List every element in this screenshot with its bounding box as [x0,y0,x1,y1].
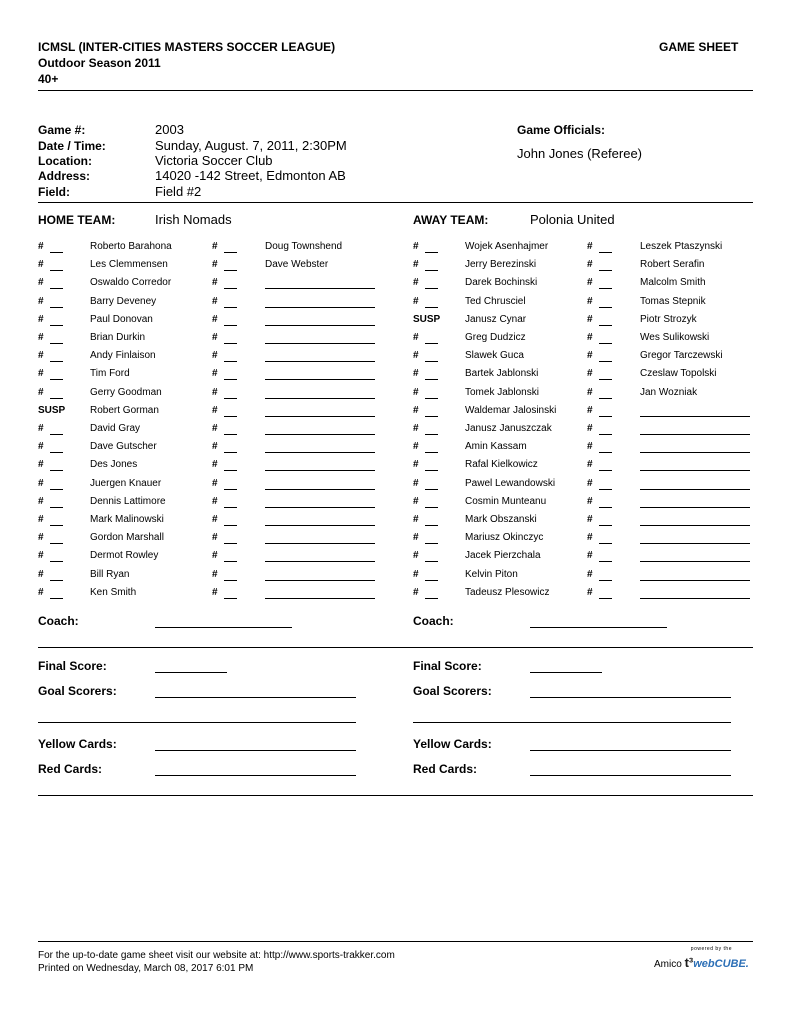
player-name: Janusz Januszczak [465,423,552,434]
field-value: Field #2 [155,184,202,199]
jersey-number-line [425,252,438,253]
jersey-number-line [224,416,237,417]
jersey-number-label: # [587,441,593,453]
footer-website-note: For the up-to-date game sheet visit our website at: http://www.sports-trakker.com [38,950,395,961]
player-name: Dermot Rowley [90,550,159,562]
jersey-number-label: # [587,241,593,252]
jersey-number-label: # [413,423,419,434]
jersey-number-line [425,270,438,271]
jersey-number-line [224,507,237,508]
player-name: Jan Wozniak [640,386,698,398]
player-name-blank-line [265,361,375,362]
player-name: Bartek Jablonski [465,368,539,380]
player-name-blank-line [640,489,750,490]
jersey-number-label: # [212,550,218,562]
jersey-number-line [425,561,438,562]
jersey-number-line [599,252,612,253]
jersey-number-line [224,288,237,289]
jersey-number-label: # [38,532,44,544]
jersey-number-label: # [413,514,419,525]
jersey-number-label: # [212,532,218,544]
player-name: Janusz Cynar [465,313,527,325]
player-name: Oswaldo Corredor [90,277,172,289]
player-name-blank-line [640,598,750,599]
jersey-number-line [50,598,63,599]
player-name-blank-line [640,434,750,435]
jersey-number-label: # [413,277,419,289]
jersey-number-line [599,525,612,526]
jersey-number-label: # [212,368,218,380]
player-name: Robert Gorman [90,404,159,416]
away-coach-label: Coach: [413,614,454,628]
jersey-number-line [425,307,438,308]
home-team-name: Irish Nomads [155,212,232,227]
jersey-number-line [599,343,612,344]
jersey-number-line [50,307,63,308]
jersey-number-label: # [413,441,419,453]
home-goal-scorers-line [155,697,356,698]
jersey-number-label: # [38,368,44,380]
jersey-number-line [599,489,612,490]
jersey-number-label: # [212,404,218,416]
jersey-number-line [50,434,63,435]
coach-divider [38,647,753,648]
player-name: Les Clemmensen [90,259,168,271]
player-name: Kelvin Piton [465,568,518,580]
player-name-blank-line [265,507,375,508]
jersey-number-label: # [38,386,44,398]
player-name-blank-line [265,598,375,599]
jersey-number-line [599,416,612,417]
document-title: GAME SHEET [659,40,739,54]
player-name: Barry Deveney [90,295,157,307]
player-name: Czeslaw Topolski [640,368,717,380]
jersey-number-line [224,343,237,344]
player-name: Paul Donovan [90,313,153,325]
player-name: Robert Serafin [640,259,705,271]
player-name: Tim Ford [90,368,130,380]
address-value: 14020 -142 Street, Edmonton AB [155,168,346,183]
jersey-number-line [50,343,63,344]
jersey-number-line [425,507,438,508]
player-name-blank-line [640,561,750,562]
home-yellow-cards-label: Yellow Cards: [38,737,117,751]
division-title: 40+ [38,72,59,86]
logo-t3: t³ [684,955,694,970]
player-name-blank-line [265,343,375,344]
jersey-number-line [425,543,438,544]
jersey-number-label: # [212,441,218,453]
results-divider [38,795,753,796]
jersey-number-line [599,270,612,271]
jersey-number-line [224,398,237,399]
jersey-number-label: # [212,241,218,252]
officials-label: Game Officials: [517,123,606,137]
player-name: Gerry Goodman [90,386,162,398]
player-name: Slawek Guca [465,350,524,362]
player-name: Dennis Lattimore [90,495,166,507]
player-name-blank-line [265,452,375,453]
jersey-number-label: # [587,550,593,562]
logo-webcube: webCUBE. [693,958,749,970]
player-name-blank-line [265,543,375,544]
jersey-number-line [224,470,237,471]
player-name-blank-line [640,507,750,508]
jersey-number-line [425,580,438,581]
player-name: Cosmin Munteanu [465,495,547,507]
jersey-number-label: # [212,423,218,434]
jersey-number-label: # [587,568,593,580]
jersey-number-line [50,580,63,581]
player-name-blank-line [640,452,750,453]
datetime-label: Date / Time: [38,139,106,153]
jersey-number-line [425,398,438,399]
jersey-number-line [425,452,438,453]
jersey-number-label: # [413,477,419,489]
player-name: Gordon Marshall [90,532,164,544]
jersey-number-line [425,525,438,526]
jersey-number-label: # [587,477,593,489]
jersey-number-label: # [587,313,593,325]
player-name-blank-line [265,325,375,326]
jersey-number-label: # [587,368,593,380]
player-name: David Gray [90,423,141,434]
amico-webcube-logo [650,946,754,972]
location-value: Victoria Soccer Club [155,153,273,168]
jersey-number-label: # [38,332,44,343]
jersey-number-label: # [212,477,218,489]
jersey-number-label: # [413,404,419,416]
jersey-number-label: # [587,495,593,507]
jersey-number-line [224,489,237,490]
jersey-number-line [425,434,438,435]
jersey-number-line [224,270,237,271]
jersey-number-label: # [413,459,419,471]
jersey-number-label: # [212,386,218,398]
player-name: Brian Durkin [90,332,146,343]
jersey-number-label: # [38,241,44,252]
jersey-number-line [224,543,237,544]
jersey-number-line [50,561,63,562]
player-name-blank-line [265,379,375,380]
home-coach-line [155,627,292,628]
player-name: Bill Ryan [90,568,130,580]
jersey-number-line [599,434,612,435]
jersey-number-label: # [212,459,218,471]
player-name: Waldemar Jalosinski [465,404,557,416]
jersey-number-line [425,361,438,362]
jersey-number-label: # [38,295,44,307]
jersey-number-line [50,525,63,526]
jersey-number-line [50,543,63,544]
home-goal-scorers-line-2 [38,722,356,723]
game-number-label: Game #: [38,123,86,137]
player-name: Darek Bochinski [465,277,538,289]
player-name-blank-line [265,525,375,526]
home-yellow-cards-line [155,750,356,751]
player-name: Roberto Barahona [90,241,172,252]
player-name-blank-line [640,580,750,581]
location-label: Location: [38,154,92,168]
jersey-number-line [50,470,63,471]
logo-brand: Amico [654,959,682,970]
jersey-number-line [224,434,237,435]
jersey-number-label: # [38,514,44,525]
jersey-number-label: # [38,441,44,453]
address-label: Address: [38,169,91,183]
jersey-number-label: # [587,259,593,271]
player-name: Tadeusz Plesowicz [465,586,550,598]
field-label: Field: [38,185,70,199]
jersey-number-label: # [587,295,593,307]
player-name: Mariusz Okinczyc [465,532,544,544]
jersey-number-label: # [38,477,44,489]
jersey-number-label: # [413,368,419,380]
jersey-number-line [425,379,438,380]
league-title: ICMSL (INTER-CITIES MASTERS SOCCER LEAGUE) [38,40,336,54]
jersey-number-line [599,398,612,399]
player-name: Greg Dudzicz [465,332,526,343]
jersey-number-line [599,598,612,599]
officials-value: John Jones (Referee) [517,146,643,161]
away-yellow-cards-line [530,750,731,751]
jersey-number-line [425,343,438,344]
jersey-number-line [50,398,63,399]
player-name: Gregor Tarczewski [640,350,723,362]
logo-wordmark [654,955,749,970]
player-name-blank-line [265,434,375,435]
home-goal-scorers-label: Goal Scorers: [38,684,117,698]
jersey-number-line [50,489,63,490]
jersey-number-line [224,379,237,380]
footer-printed: Printed on Wednesday, March 08, 2017 6:01 PM [38,963,254,974]
jersey-number-label: # [587,404,593,416]
jersey-number-line [599,507,612,508]
jersey-number-line [599,470,612,471]
jersey-number-label: # [587,532,593,544]
jersey-number-label: # [413,295,419,307]
player-name-blank-line [265,288,375,289]
header-divider [38,90,753,91]
home-final-score-label: Final Score: [38,659,107,673]
player-name: Ken Smith [90,586,137,598]
jersey-number-line [224,452,237,453]
jersey-number-label: # [212,313,218,325]
datetime-value: Sunday, August. 7, 2011, 2:30PM [155,138,347,153]
jersey-number-label: # [212,514,218,525]
jersey-number-line [599,452,612,453]
player-name: Dave Gutscher [90,441,157,453]
player-name: Tomas Stepnik [640,295,706,307]
jersey-number-label: # [587,514,593,525]
jersey-number-label: # [413,550,419,562]
player-name-blank-line [265,489,375,490]
player-name-blank-line [640,543,750,544]
home-coach-label: Coach: [38,614,79,628]
jersey-number-label: # [212,586,218,598]
jersey-number-label: # [38,350,44,362]
jersey-number-line [425,470,438,471]
away-team-name: Polonia United [530,212,615,227]
jersey-number-label: # [413,350,419,362]
jersey-number-line [50,507,63,508]
jersey-number-label: # [413,386,419,398]
suspended-marker: SUSP [413,313,441,325]
jersey-number-label: # [587,423,593,434]
player-name: Amin Kassam [465,441,527,453]
jersey-number-label: # [38,423,44,434]
jersey-number-line [224,361,237,362]
home-red-cards-label: Red Cards: [38,762,103,776]
footer-divider [38,941,753,942]
away-red-cards-label: Red Cards: [413,762,478,776]
jersey-number-line [224,325,237,326]
jersey-number-label: # [587,277,593,289]
jersey-number-line [224,307,237,308]
jersey-number-line [425,288,438,289]
player-name-blank-line [640,470,750,471]
jersey-number-label: # [587,386,593,398]
jersey-number-label: # [38,259,44,271]
jersey-number-label: # [38,495,44,507]
jersey-number-line [224,561,237,562]
jersey-number-label: # [38,550,44,562]
jersey-number-line [599,361,612,362]
player-name: Malcolm Smith [640,277,706,289]
info-divider [38,202,753,203]
away-team-label: AWAY TEAM: [413,213,489,227]
jersey-number-line [599,307,612,308]
jersey-number-label: # [212,277,218,289]
player-name: Juergen Knauer [90,477,162,489]
game-number-value: 2003 [155,122,184,137]
jersey-number-line [224,525,237,526]
jersey-number-label: # [212,350,218,362]
jersey-number-line [50,288,63,289]
jersey-number-line [599,543,612,544]
away-final-score-label: Final Score: [413,659,482,673]
player-name: Wes Sulikowski [640,332,710,343]
jersey-number-line [599,561,612,562]
jersey-number-label: # [38,459,44,471]
away-final-score-line [530,672,602,673]
jersey-number-line [50,452,63,453]
jersey-number-line [50,379,63,380]
jersey-number-label: # [38,277,44,289]
away-coach-line [530,627,667,628]
player-name: Tomek Jablonski [465,386,539,398]
player-name-blank-line [265,561,375,562]
player-name-blank-line [265,470,375,471]
player-name: Mark Malinowski [90,514,164,525]
player-name-blank-line [265,307,375,308]
jersey-number-line [50,270,63,271]
jersey-number-line [50,361,63,362]
player-name: Jacek Pierzchala [465,550,541,562]
jersey-number-label: # [587,586,593,598]
jersey-number-label: # [38,313,44,325]
player-name: Wojek Asenhajmer [465,241,549,252]
jersey-number-line [425,489,438,490]
player-name: Piotr Strozyk [640,313,697,325]
jersey-number-line [599,580,612,581]
season-title: Outdoor Season 2011 [38,56,161,70]
player-name: Andy Finlaison [90,350,156,362]
player-name: Rafal Kielkowicz [465,459,538,471]
jersey-number-label: # [212,259,218,271]
jersey-number-label: # [413,259,419,271]
jersey-number-label: # [413,332,419,343]
home-final-score-line [155,672,227,673]
jersey-number-line [599,288,612,289]
jersey-number-label: # [212,332,218,343]
jersey-number-label: # [413,495,419,507]
jersey-number-label: # [413,241,419,252]
jersey-number-label: # [212,568,218,580]
away-goal-scorers-line [530,697,731,698]
jersey-number-label: # [413,568,419,580]
jersey-number-label: # [38,568,44,580]
player-name: Dave Webster [265,259,329,271]
home-team-label: HOME TEAM: [38,213,116,227]
player-name-blank-line [265,416,375,417]
jersey-number-line [425,416,438,417]
away-red-cards-line [530,775,731,776]
jersey-number-line [224,252,237,253]
player-name: Ted Chrusciel [465,295,526,307]
player-name-blank-line [265,580,375,581]
jersey-number-label: # [212,295,218,307]
jersey-number-line [425,598,438,599]
player-name: Pawel Lewandowski [465,477,556,489]
jersey-number-line [599,325,612,326]
jersey-number-line [50,252,63,253]
suspended-marker: SUSP [38,404,66,416]
logo-tagline: powered by the [690,946,732,952]
jersey-number-line [50,325,63,326]
jersey-number-line [224,580,237,581]
player-name-blank-line [640,525,750,526]
player-name-blank-line [640,416,750,417]
away-goal-scorers-line-2 [413,722,731,723]
jersey-number-label: # [413,586,419,598]
jersey-number-label: # [38,586,44,598]
jersey-number-label: # [413,532,419,544]
home-red-cards-line [155,775,356,776]
jersey-number-label: # [587,332,593,343]
jersey-number-line [599,379,612,380]
player-name: Mark Obszanski [465,514,537,525]
jersey-number-label: # [587,459,593,471]
jersey-number-label: # [587,350,593,362]
player-name: Doug Townshend [265,241,343,252]
player-name-blank-line [265,398,375,399]
jersey-number-label: # [212,495,218,507]
player-name: Des Jones [90,459,138,471]
player-name: Jerry Berezinski [465,259,537,271]
away-goal-scorers-label: Goal Scorers: [413,684,492,698]
player-name: Leszek Ptaszynski [640,241,723,252]
jersey-number-line [224,598,237,599]
away-yellow-cards-label: Yellow Cards: [413,737,492,751]
